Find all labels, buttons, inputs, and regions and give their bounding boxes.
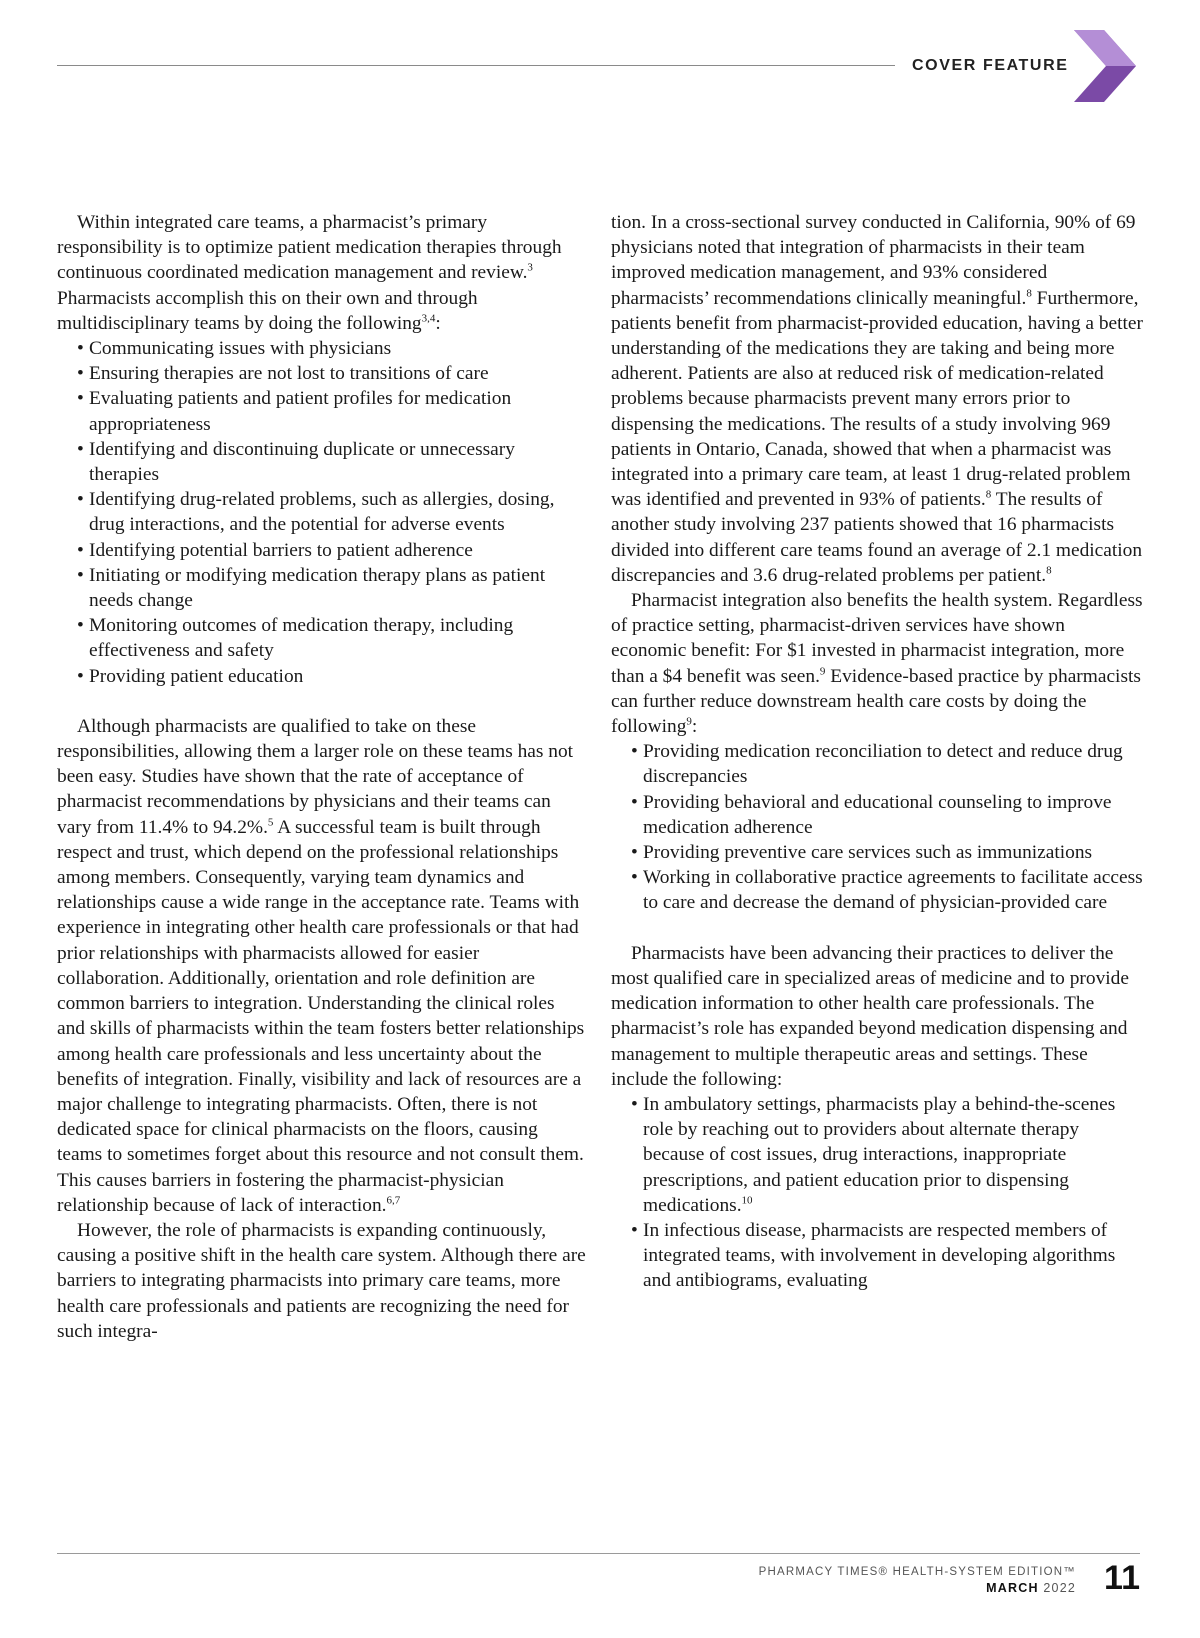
bullet-list xyxy=(611,1092,1143,1294)
list-item: • Communicating issues with physicians xyxy=(77,336,587,361)
list-item: • Providing medication reconciliation to detect and reduce drug discrepancies xyxy=(631,739,1143,789)
list-item: • Identifying potential barriers to patient adherence xyxy=(77,538,587,563)
list-item: • Identifying and discontinuing duplicate or unnecessary therapies xyxy=(77,437,587,487)
list-item: • Identifying drug-related problems, such as allergies, dosing, drug interactions, and the potential for adverse events xyxy=(77,487,587,537)
paragraph: Although pharmacists are qualified to take on these responsibilities, allowing them a larger role on these teams has not been easy. Studies have shown that the rate of acceptance of pharmacist recommendations by physicians and their teams can vary from 11.4% to 94.2%.$^5$ A successful team is built through respect and trust, which depend on the professional relationships among members. Consequently, varying team dynamics and relationships cause a wide range in the acceptance rate. Teams with experience in integrating other health care professionals or that had prior relationships with pharmacists allowed for easier collaboration. Additionally, orientation and role definition are common barriers to integration. Understanding the clinical roles and skills of pharmacists within the team fosters better relationships among health care professionals and less uncertainty about the benefits of integration. Finally, visibility and lack of resources are a major challenge to integrating pharmacists. Often, there is not dedicated space for clinical pharmacists on the floors, causing teams to sometimes forget about this resource and not consult them. This causes barriers in fostering the pharmacist-physician relationship because of lack of interaction.$^{6,7}$ xyxy=(57,715,585,1216)
paragraph: Within integrated care teams, a pharmacist’s primary responsibility is to optimize patient medication therapies through continuous coordinated medication management and review.$^3$ Pharmacists accomplish this on their own and through multidisciplinary teams by doing the following$^{3,4}$: xyxy=(57,212,562,334)
article-column-right xyxy=(611,210,1143,1294)
list-item: • Providing behavioral and educational counseling to improve medication adherence xyxy=(631,790,1143,840)
list-item: • Monitoring outcomes of medication therapy, including effectiveness and safety xyxy=(77,613,587,663)
footer-rule xyxy=(57,1553,1140,1554)
paragraph: However, the role of pharmacists is expanding continuously, causing a positive shift in the health care system. Although there are barriers to integrating pharmacists into primary care teams, more health care professionals and patients are recognizing the need for such integra- xyxy=(57,1219,586,1342)
list-item: • In infectious disease, pharmacists are respected members of integrated teams, with involvement in developing algorithms and antibiograms, evaluating xyxy=(631,1218,1143,1294)
list-item: • Providing patient education xyxy=(77,664,587,689)
chevron-icon xyxy=(1074,30,1136,102)
bullet-list xyxy=(611,739,1143,915)
issue-date: MARCH 2022 xyxy=(986,1581,1076,1595)
paragraph: tion. In a cross-sectional survey conducted in California, 90% of 69 physicians noted that integration of pharmacists in their team improved medication management, and 93% considered pharmacists’ recommendations clinically meaningful.$^8$ Furthermore, patients benefit from pharmacist-provided education, having a better understanding of the medications they are taking and being more adherent. Patients are also at reduced risk of medication-related problems because pharmacists prevent many errors prior to dispensing the medications. The results of a study involving 969 patients in Ontario, Canada, showed that when a pharmacist was integrated into a primary care team, at least 1 drug-related problem was identified and prevented in 93% of patients.$^8$ The results of another study involving 237 patients showed that 16 pharmacists divided into different care teams found an average of 2.1 medication discrepancies and 3.6 drug-related problems per patient.$^8$ xyxy=(611,212,1143,586)
list-item: • Evaluating patients and patient profiles for medication appropriateness xyxy=(77,386,587,436)
list-item: • In ambulatory settings, pharmacists play a behind-the-scenes role by reaching out to providers about alternate therapy because of cost issues, drug interactions, inappropriate prescriptions, and patient education prior to dispensing medications.$^{10}$ xyxy=(631,1092,1143,1218)
section-label: COVER FEATURE xyxy=(912,57,1069,74)
article-column-left xyxy=(57,210,587,1344)
list-item: • Working in collaborative practice agreements to facilitate access to care and decrease the demand of physician-provided care xyxy=(631,865,1143,915)
list-item: • Providing preventive care services such as immunizations xyxy=(631,840,1143,865)
list-item: • Ensuring therapies are not lost to transitions of care xyxy=(77,361,587,386)
paragraph: Pharmacists have been advancing their practices to deliver the most qualified care in specialized areas of medicine and to provide medication information to other health care professionals. The pharmacist’s role has expanded beyond medication dispensing and management to multiple therapeutic areas and settings. These include the following: xyxy=(611,942,1129,1090)
bullet-list xyxy=(57,336,587,689)
publication-name: PHARMACY TIMES® HEALTH-SYSTEM EDITION™ xyxy=(758,1566,1076,1578)
page-number: 11 xyxy=(1104,1559,1140,1597)
paragraph: Pharmacist integration also benefits the health system. Regardless of practice setting, pharmacist-driven services have shown economic benefit: For $1 invested in pharmacist integration, more than a $4 benefit was seen.$^9$ Evidence-based practice by pharmacists can further reduce downstream health care costs by doing the following$^9$: xyxy=(611,590,1143,738)
header-rule xyxy=(57,65,895,66)
list-item: • Initiating or modifying medication therapy plans as patient needs change xyxy=(77,563,587,613)
